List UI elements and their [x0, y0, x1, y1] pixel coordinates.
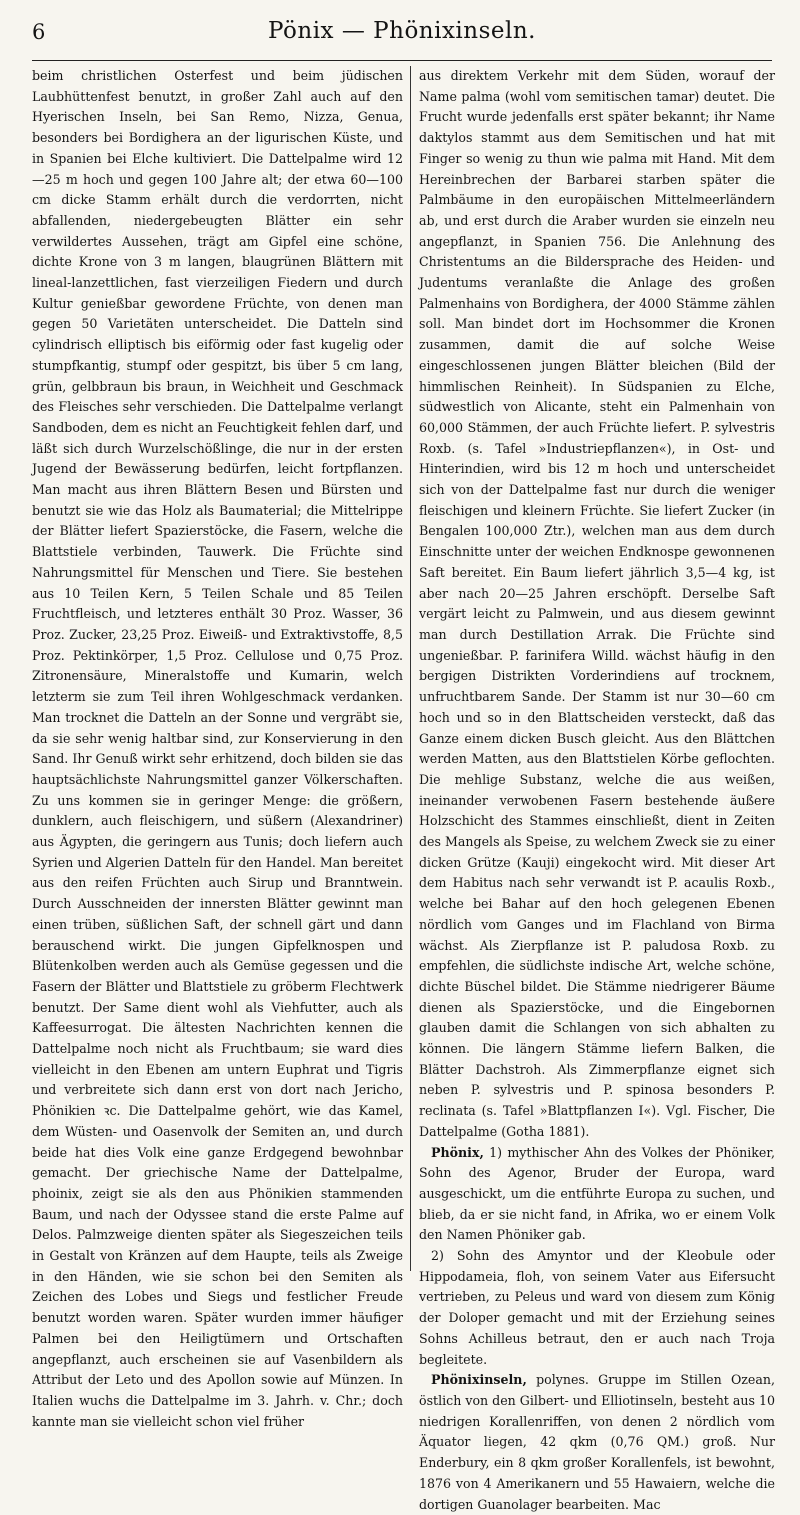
left-column: [32, 66, 410, 1429]
headword-phoenix-islands: Phönixinseln,: [431, 1372, 527, 1388]
entry-phoenix-sense-2: 2) Sohn des Amyntor und der Kleobule oder Hippodameia, floh, von seinem Vater aus Eifersucht vertrieben, zu Peleus und ward von diesem zum König der Doloper gemacht und mit der Erziehung seines Sohns Achilleus betraut, den er auch nach Troja begleitete.: [419, 1248, 775, 1367]
text-columns: [32, 66, 776, 1512]
entry-phoenix: [419, 1143, 775, 1247]
palm-entry-continuation: aus direktem Verkehr mit dem Süden, worauf der Name palma (wohl vom semitischen tamar) deutet. Die Frucht wurde jedenfalls erst später bekannt; ihr Name daktylos stammt aus dem Semitischen und hat mit Finger so wenig zu thun wie palma mit Hand. Mit dem Hereinbrechen der Barbarei starben später die Palmbäume in den europäischen Mittelmeerländern ab, und erst durch die Araber wurden sie einzeln neu angepflanzt, in Spanien 756. Die Anlehnung des Christentums an die Bildersprache des Heiden- und Judentums veranlaßte die Anlage des großen Palmenhains von Bordighera, der 4000 Stämme zählen soll. Man bindet dort im Hochsommer die Kronen zusammen, damit die auf solche Weise eingeschlossenen jungen Blätter bleichen (Bild der himmlischen Reinheit). In Südspanien zu Elche, südwestlich von Alicante, steht ein Palmenhain von 60,000 Stämmen, der auch Früchte liefert. P. sylvestris Roxb. (s. Tafel »Industriepflanzen«), in Ost- und Hinterindien, wird bis 12 m hoch und unterscheidet sich von der Dattelpalme fast nur durch die weniger fleischigen und kleinern Früchte. Sie liefert Zucker (in Bengalen 100,000 Ztr.), welchen man aus dem durch Einschnitte unter der weichen Endknospe gewonnenen Saft bereitet. Ein Baum liefert jährlich 3,5—4 kg, ist aber nach 20—25 Jahren erschöpft. Derselbe Saft vergärt leicht zu Palmwein, und aus diesem gewinnt man durch Destillation Arrak. Die Früchte sind ungenießbar. P. farinifera Willd. wächst häufig in den bergigen Distrikten Vorderindiens auf trocknem, unfruchtbarem Sande. Der Stamm ist nur 30—60 cm hoch und so in den Blattscheiden versteckt, daß das Ganze einem dicken Busch gleicht. Aus den Blättchen werden Matten, aus den Blattstielen Körbe geflochten. Die mehlige Substanz, welche die aus weißen, ineinander verwobenen Fasern bestehende äußere Holzschicht des Stammes einschließt, dient in Zeiten des Mangels als Speise, zu welchem Zweck sie zu einer dicken Grütze (Kauji) eingekocht wird. Mit dieser Art dem Habitus nach sehr verwandt ist P. acaulis Roxb., welche bei Bahar auf den hoch gelegenen Ebenen nördlich vom Ganges und im Flachland von Birma wächst. Als Zierpflanze ist P. paludosa Roxb. zu empfehlen, die südlichste indische Art, welche schöne, dichte Büschel bildet. Die Stämme niedrigerer Bäume dienen als Spazierstöcke, und die Eingebornen glauben damit die Schlangen von sich abhalten zu können. Die längern Stämme liefern Balken, die Blätter Dachstroh. Als Zimmerpflanze eignet sich neben P. sylvestris und P. spinosa besonders P. reclinata (s. Tafel »Blattpflanzen I«). Vgl. Fischer, Die Dattelpalme (Gotha 1881).: [419, 68, 775, 1139]
headword-phoenix: Phönix,: [431, 1144, 484, 1160]
left-paragraph: beim christlichen Osterfest und beim jüdischen Laubhüttenfest benutzt, in großer Zahl auch auf den Hyerischen Inseln, bei San Remo, Nizza, Genua, besonders bei Bordighera an der ligurischen Küste, und in Spanien bei Elche kultiviert. Die Dattelpalme wird 12—25 m hoch und gegen 100 Jahre alt; der etwa 60—100 cm dicke Stamm erhält durch die verdorrten, nicht abfallenden, niedergebeugten Blätter ein sehr verwildertes Aussehen, trägt am Gipfel eine schöne, dichte Krone von 3 m langen, blaugrünen Blättern mit lineal-lanzettlichen, fast vierzeiligen Fiedern und durch Kultur genießbar gewordene Früchte, von denen man gegen 50 Varietäten unterscheidet. Die Datteln sind cylindrisch elliptisch bis eiförmig oder fast kugelig oder stumpfkantig, stumpf oder gespitzt, bis über 5 cm lang, grün, gelbbraun bis braun, in Weichheit und Geschmack des Fleisches sehr verschieden. Die Dattelpalme verlangt Sandboden, dem es nicht an Feuchtigkeit fehlen darf, und läßt sich durch Wurzelschößlinge, die nur in der ersten Jugend der Bewässerung bedürfen, leicht fortpflanzen. Man macht aus ihren Blättern Besen und Bürsten und benutzt sie wie das Holz als Baumaterial; die Mittelrippe der Blätter liefert Spazierstöcke, die Fasern, welche die Blattstiele verbinden, Tauwerk. Die Früchte sind Nahrungsmittel für Menschen und Tiere. Sie bestehen aus 10 Teilen Kern, 5 Teilen Schale und 85 Teilen Fruchtfleisch, und letzteres enthält 30 Proz. Wasser, 36 Proz. Zucker, 23,25 Proz. Eiweiß- und Extraktivstoffe, 8,5 Proz. Pektinkörper, 1,5 Proz. Cellulose und 0,75 Proz. Zitronensäure, Mineralstoffe und Kumarin, welch letzterm sie zum Teil ihren Wohlgeschmack verdanken. Man trocknet die Datteln an der Sonne und vergräbt sie, da sie sehr wenig haltbar sind, zur Konservierung in den Sand. Ihr Genuß wirkt sehr erhitzend, doch bilden sie das hauptsächlichste Nahrungsmittel ganzer Völkerschaften. Zu uns kommen sie in geringer Menge: die größern, dunklern, auch fleischigern, und süßern (Alexandriner) aus Ägypten, die geringern aus Tunis; doch liefern auch Syrien und Algerien Datteln für den Handel. Man bereitet aus den reifen Früchten auch Sirup und Branntwein. Durch Ausschneiden der innersten Blätter gewinnt man einen trüben, süßlichen Saft, der schnell gärt und dann berauschend wirkt. Die jungen Gipfelknospen und Blütenkolben werden auch als Gemüse gegessen und die Fasern der Blätter und Blattstiele zu gröberm Flechtwerk benutzt. Der Same dient wohl als Viehfutter, auch als Kaffeesurrogat. Die ältesten Nachrichten kennen die Dattelpalme noch nicht als Fruchtbaum; sie ward dies vielleicht in den Ebenen am untern Euphrat und Tigris und verbreitete sich dann erst von dort nach Jericho, Phönikien ꝛc. Die Dattelpalme gehört, wie das Kamel, dem Wüsten- und Oasenvolk der Semiten an, und durch beide hat dies Volk eine ganze Erdgegend bewohnbar gemacht. Der griechische Name der Dattelpalme, phoinix, zeigt sie als den aus Phönikien stammenden Baum, und nach der Odyssee stand die erste Palme auf Delos. Palmzweige dienten später als Siegeszeichen teils in Gestalt von Kränzen auf dem Haupte, teils als Zweige in den Händen, wie sie schon bei den Semiten als Zeichen des Lobes und Siegs und festlicher Freude benutzt worden waren. Später wurden immer häufiger Palmen bei den Heiligtümern und Ortschaften angepflanzt, auch erscheinen sie auf Vasenbildern als Attribut der Leto und des Apollon sowie auf Münzen. In Italien wuchs die Dattelpalme im 3. Jahrh. v. Chr.; doch kannte man sie vielleicht schon viel früher: [32, 68, 403, 1429]
page-number: 6: [32, 20, 46, 44]
header-rule: [32, 60, 772, 61]
right-column: [411, 66, 775, 1512]
entry-phoenix-islands: [419, 1370, 775, 1515]
entry-phoenix-text: 1) mythischer Ahn des Volkes der Phöniker, Sohn des Agenor, Bruder der Europa, ward ausgeschickt, um die entführte Europa zu suchen, und blieb, da er sie nicht fand, in Afrika, wo er einem Volk den Namen Phöniker gab.: [419, 1144, 775, 1243]
page-header: [32, 18, 772, 52]
running-head: Pönix — Phönixinseln.: [268, 18, 536, 44]
entry-phoenix-islands-text: polynes. Gruppe im Stillen Ozean, östlich von den Gilbert- und Elliotinseln, besteht aus 10 niedrigen Korallenriffen, von denen 2 nördlich vom Äquator liegen, 42 qkm (0,76 QM.) groß. Nur Enderbury, ein 8 qkm großer Korallenfels, ist bewohnt, 1876 von 4 Amerikanern und 55 Hawaiern, welche die dortigen Guanolager bearbeiten. Mac: [419, 1372, 775, 1512]
